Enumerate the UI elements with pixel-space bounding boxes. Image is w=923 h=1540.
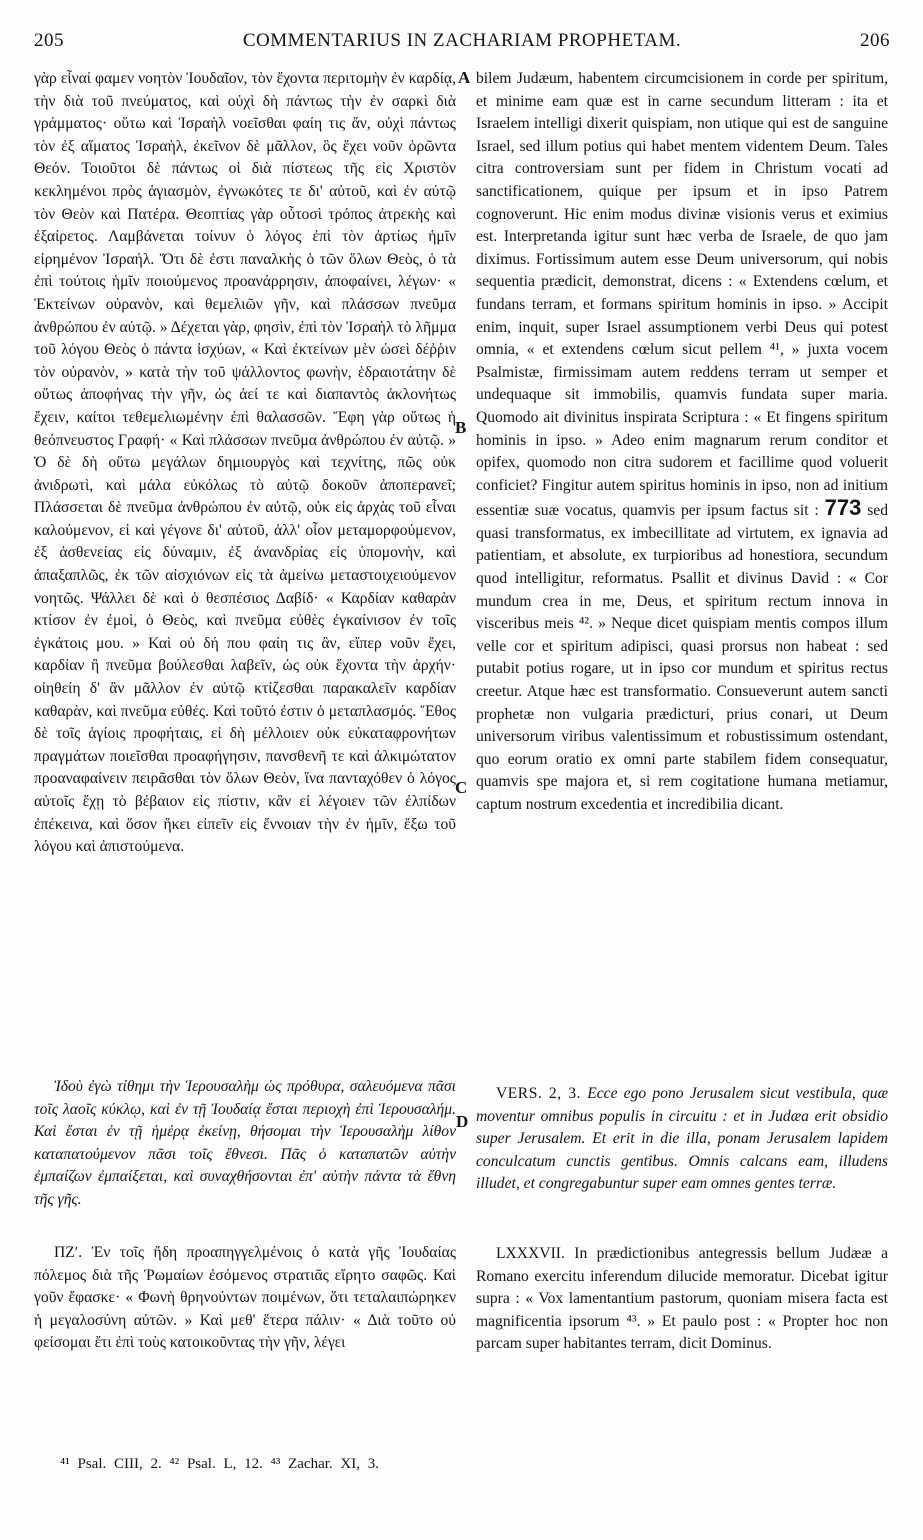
column-number: 773 bbox=[824, 495, 862, 521]
footnotes: ⁴¹ Psal. CIII, 2. ⁴² Psal. L, 12. ⁴³ Zachar. XI, 3. bbox=[60, 1456, 379, 1472]
latin-column bbox=[476, 68, 888, 1353]
latin-text-part-1: bilem Judæum, habentem circumcisionem in corde per spiritum, et minime eam quæ est in carne secundum litteram : ita et Israelem intelligi dixerit quispiam, non utique qui est de sanguine Israel, sed illum potius qui habet mentem videntem Deum. Tales citra controversiam sunt per fidem in Christum vocati ad sanctificationem, quique per ipsum et in ipso Patrem cognoverunt. Hic enim modus divinæ visionis verus et eximius est. Interpretanda igitur sunt hæc verba de Israele, de quo jam diximus. Fortissimum autem esse Deum universorum, qui nobis sequentia prædicit, demonstrat, dicens : « Extendens cœlum, et fundans terram, et formans spiritum hominis in ipso. » Accipit enim, inquit, super Israel assumptionem verbi Deus qui potest omnia, « et extendens cœlum sicut pellem ⁴¹, » juxta vocem Psalmistæ, firmissimam autem reddens terram ut semper et undequaque sit immobilis, quamvis fundata super maria. Quomodo ait divinitus inspirata Scriptura : « Et fingens spiritum hominis in ipso. » Adeo enim magnarum rerum conditor et opifex, quomodo non citra sudorem et facillime quod voluerit conficiet? Fingitur autem spiritus hominis in ipso, non ad initium essentiæ suæ vocatus, quamvis per ipsum factus sit : bbox=[476, 70, 888, 520]
latin-section-87 bbox=[476, 1243, 888, 1363]
running-title: COMMENTARIUS IN ZACHARIAM PROPHETAM. bbox=[242, 30, 682, 51]
margin-marker-b: B bbox=[455, 418, 467, 437]
greek-verse-quote bbox=[34, 1076, 456, 1236]
greek-commentary bbox=[34, 68, 456, 1068]
margin-marker-d: D bbox=[456, 1112, 469, 1131]
greek-verse-text: Ἰδοὺ ἐγὼ τίθημι τὴν Ἱερουσαλὴμ ὡς πρόθυρα, σαλευόμενα πᾶσι τοῖς λαοῖς κύκλῳ, καὶ ἐν τῇ Ἰουδαίᾳ ἔσται περιοχὴ ἐπὶ Ἱερουσαλήμ. Καὶ ἔσται ἐν τῇ ἡμέρᾳ ἐκείνῃ, θήσομαι τὴν Ἱερουσαλὴμ λίθον καταπατούμενον πᾶσι τοῖς ἔθνεσι. Πᾶς ὁ καταπατῶν αὐτὴν ἐμπαίζων ἐμπαίξεται, καὶ συναχθήσονται ἐπ' αὐτὴν πάντα τὰ ἔθνη τῆς γῆς. bbox=[34, 1078, 456, 1208]
latin-paragraph bbox=[476, 68, 888, 817]
margin-marker-a: A bbox=[458, 68, 471, 87]
page-number-left: 205 bbox=[34, 30, 64, 51]
latin-verse-paragraph bbox=[476, 1083, 888, 1196]
greek-section-87 bbox=[34, 1242, 456, 1352]
latin-commentary bbox=[476, 68, 888, 978]
latin-text-part-2: sed quasi transformatus, ex imbecillitate ad virtutem, ex ignavia ad patientiam, et absolute, ex turpioribus ad honestiora, secundum quod intelligitur, reformatus. Psallit et divinus David : « Cor mundum crea in me, Deus, et spiritum rectum innova in visceribus meis ⁴². » Neque dicet quispiam mentis compos illum velle cor et spiritum adipisci, quasi prorsus non habeat : sed putabit potius rogare, ut in ipso cor mundum et spiritus rectus creetur. Atque hæc est transformatio. Consueverunt autem sancti prophetæ non vulgaria prædicturi, prius conari, ut Deum universorum viribus valentissimum et robustissimum ostendant, quo eorum oratio ex omni parte stabilem fidem consequatur, quamvis spe majora et, si rem cogitatione humana metiamur, captum nostrum excedentia et incredibilia dicant. bbox=[476, 502, 888, 813]
greek-section-87-text: ΠΖʹ. Ἐν τοῖς ἤδη προαπηγγελμένοις ὁ κατὰ γῆς Ἰουδαίας πόλεμος διὰ τῆς Ῥωμαίων ἐσόμενος στρατιᾶς εἴρητο σαφῶς. Καὶ γοῦν ἔφασκε· « Φωνὴ θρηνούντων ποιμένων, ὅτι τεταλαιπώρηκεν ἡ μεγαλοσύνη αὐτῶν. » Καὶ μεθ' ἕτερα πάλιν· « Διὰ τοῦτο οὐ φείσομαι ἔτι ἐπὶ τοὺς κατοικοῦντας τὴν γῆν, λέγει bbox=[34, 1244, 456, 1352]
running-header bbox=[34, 30, 890, 56]
verse-label: VERS. 2, 3. bbox=[496, 1085, 582, 1102]
latin-section-87-text: LXXXVII. In prædictionibus antegressis bellum Judææ a Romano exercitu inferendum dilucide memoratur. Dicebat igitur supra : « Vox lamentantium pastorum, quoniam misera facta est magnificentia ipsorum ⁴³. » Et paulo post : « Propter hoc non parcam super habitantes terram, dicit Dominus. bbox=[476, 1245, 888, 1353]
greek-paragraph: γὰρ εἶναί φαμεν νοητὸν Ἰουδαῖον, τὸν ἔχοντα περιτομὴν ἐν καρδίᾳ, τὴν διὰ τοῦ πνεύματος, καὶ οὐχὶ δὴ πάντως τὴν ἐν σαρκὶ διὰ γράμματος· οὕτω καὶ Ἰσραὴλ νοεῖσθαι φαίη τις ἄν, οὐχὶ πάντως τὸν ἐξ αἵματος Ἰσραὴλ, ἐκεῖνον δὲ μᾶλλον, ὃς ἔχει νοῦν ὁρῶντα Θεόν. Τοιοῦτοι δὲ πάντως οἱ διὰ πίστεως τῆς εἰς Χριστὸν κεκλημένοι πρὸς ἁγιασμὸν, ἐγνωκότες τε δι' αὐτοῦ, καὶ ἐν αὐτῷ τὸν Θεὸν καὶ Πατέρα. Θεοπτίας γὰρ οὗτοσὶ τρόπος ἀτρεκὴς καὶ ἐξαίρετος. Λαμβάνεται τοίνυν ὁ λόγος ἐπὶ τὸν ἀρτίως ἡμῖν εἰρημένον Ἰσραήλ. Ὅτι δὲ ἐστι παναλκὴς ὁ τῶν ὅλων Θεὸς, ὁ τὰ ἐπὶ τούτοις ἡμῖν ποιούμενος προανάρρησιν, ἀποφαίνει, λέγων· « Ἐκτείνων οὐρανὸν, καὶ θεμελιῶν γῆν, καὶ πλάσσων πνεῦμα ἀνθρώπου ἐν αὐτῷ. » Δέχεται γὰρ, φησὶν, ἐπὶ τὸν Ἰσραὴλ τὸ λῆμμα τοῦ λόγου Θεὸς ὁ πάντα ἰσχύων, « Καὶ ἐκτείνων μὲν ὡσεὶ δέῤῥιν τὸν οὐρανὸν, » κατὰ τὴν τοῦ ψάλλοντος φωνὴν, ἑδραιοτάτην δὲ οὕτως ἀποφήνας τὴν γῆν, ὡς ἀεί τε καὶ διαπαντὸς ἀκλονήτως ἔχειν, καίτοι τεθεμελιωμένην ἐπὶ θαλασσῶν. Ἔφη γὰρ οὕτως ἡ θεόπνευστος Γραφή· « Καὶ πλάσσων πνεῦμα ἀνθρώπου ἐν αὐτῷ. » Ὁ δὲ δὴ οὕτω μεγάλων δημιουργὸς καὶ τεχνίτης, πῶς οὐκ ἀνιδρωτὶ, καὶ μάλα εὐκόλως τὸ αὐτῷ δοκοῦν ἀποπερανεῖ; Πλάσσεται δὲ πνεῦμα ἀνθρώπου ἐν αὐτῷ, οὐκ εἰς ἀρχὰς τοῦ εἶναι καλούμενον, εἰ καὶ γέγονε δι' αὐτοῦ, ἀλλ' οἷον μεταμορφούμενον, ἐξ ἀσθενείας εἰς δύναμιν, ἐξ ἀνανδρίας εἰς ὑπομονὴν, καὶ ἁπαξαπλῶς, ἐκ τῶν αἰσχιόνων εἰς τὰ ἀμείνω μεταστοιχειούμενον νοητῶς. Ψάλλει δὲ καὶ ὁ θεσπέσιος Δαβίδ· « Καρδίαν καθαρὰν κτίσον ἐν ἐμοὶ, ὁ Θεὸς, καὶ πνεῦμα εὐθὲς ἐγκαίνισον ἐν τοῖς ἐγκάτοις μου. » Καὶ οὐ δή που φαίη τις ἂν, εἴπερ νοῦν ἔχει, καρδίαν ἢ πνεῦμα βούλεσθαι λαβεῖν, ὡς οὐκ ἔχοντα τὴν ἀρχήν· οἰηθείη δ' ἂν μᾶλλον ἐν αὐτῷ κτίζεσθαι παρακαλεῖν καρδίαν καθαρὰν, καὶ πνεῦμα εὐθές. Καὶ τοῦτό ἐστιν ὁ μεταπλασμός. Ἔθος δὲ τοῖς ἁγίοις προφήταις, εἰ δὴ μέλλοιεν οὐκ εὐκαταφρονήτων πραγμάτων ποιεῖσθαι προαφήγησιν, πανσθενῆ τε καὶ ἀλκιμώτατον προαναφαίνειν πειρᾶσθαι τὸν ὅλων Θεὸν, ἵνα πανταχόθεν ὁ λόγος αὐτοῖς ἔχῃ τὸ βέβαιον εἰς πίστιν, κἂν εἰ λέγοιεν τῶν ἐλπίδων ἐπέκεινα, καὶ ὅσον ἥκει εἰπεῖν εἰς ἔννοιαν τὴν ἐν ἡμῖν, ἔξω τοῦ λόγου καὶ ἀπιστούμενα. bbox=[34, 70, 456, 856]
latin-verse-text: Ecce ego pono Jerusalem sicut vestibula, quæ moventur omnibus populis in circuitu : et in Judæa erit obsidio super Jerusalem. Et erit in die illa, ponam Jerusalem lapidem conculcatum cunctis gentibus. Omnis calcans eam, illudens illudet, et congregabuntur super eam omnes gentes terræ. bbox=[476, 1085, 888, 1193]
margin-marker-c: C bbox=[455, 778, 468, 797]
greek-column bbox=[34, 68, 456, 1352]
latin-verse-quote bbox=[476, 1083, 888, 1223]
page-number-right: 206 bbox=[860, 30, 890, 51]
